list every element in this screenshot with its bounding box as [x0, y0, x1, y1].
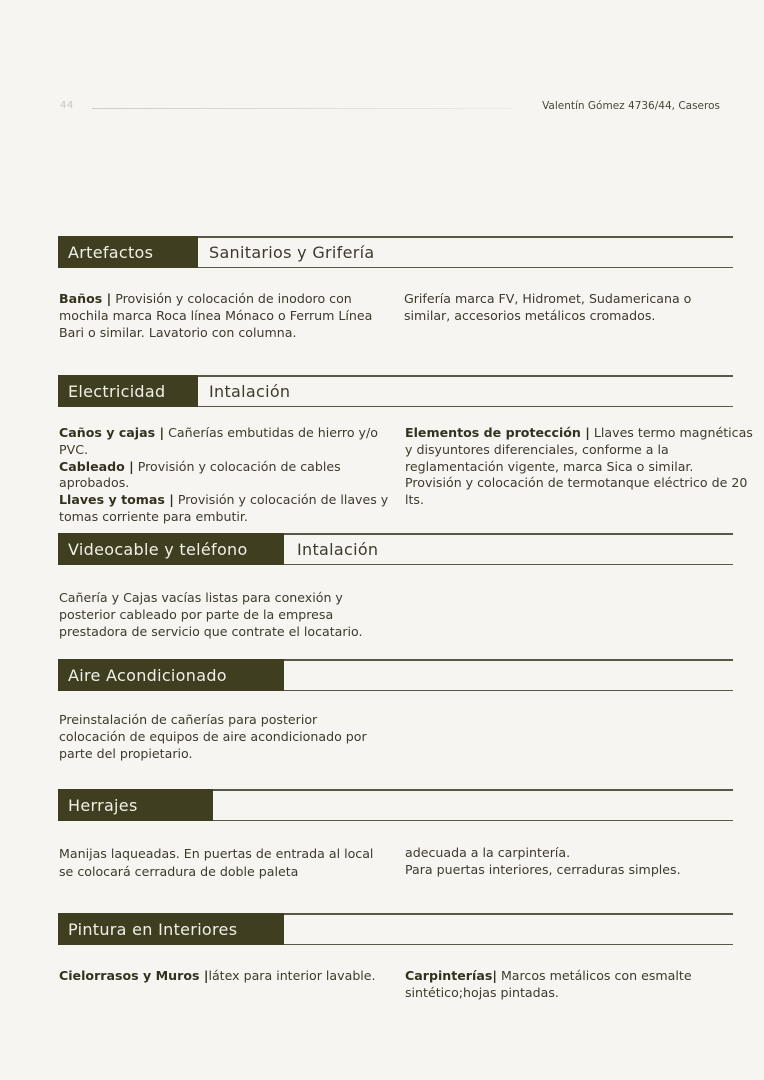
section-title: Artefactos — [58, 236, 198, 268]
carpinterias-text: Marcos metálicos con esmalte sintético;hojas pintadas. — [405, 968, 692, 1000]
banos-label: Baños | — [59, 291, 112, 306]
section-videocable-header — [58, 533, 733, 565]
section-electricidad-header — [58, 375, 733, 407]
herrajes-right-line1: adecuada a la carpintería. — [405, 845, 571, 860]
llaves-text: Provisión y colocación de llaves y tomas corriente para embutir. — [59, 492, 389, 524]
header-address: Valentín Gómez 4736/44, Caseros — [542, 100, 720, 112]
herrajes-left-body: Manijas laqueadas. En puertas de entrada al local se colocará cerradura de doble paleta — [59, 846, 374, 879]
pintura-left-text — [59, 968, 399, 985]
herrajes-right-line2: Para puertas interiores, cerraduras simples. — [405, 861, 681, 877]
section-title: Electricidad — [58, 375, 198, 407]
carpinterias-label: Carpinterías| — [405, 968, 497, 983]
section-title: Videocable y teléfono — [58, 533, 284, 565]
termotanque-text: Provisión y colocación de termotanque eléctrico de 20 lts. — [405, 475, 748, 508]
aire-body: Preinstalación de cañerías para posterior colocación de equipos de aire acondicionado por parte del propietario. — [59, 712, 367, 761]
pintura-right-text — [405, 968, 725, 1002]
section-artefactos-header — [58, 236, 733, 268]
section-subtitle: Intalación — [297, 539, 379, 559]
page-number: 44 — [60, 100, 74, 111]
section-title: Pintura en Interiores — [58, 913, 284, 945]
cielorrasos-label: Cielorrasos y Muros | — [59, 968, 209, 983]
aire-text — [59, 712, 379, 762]
header-divider — [92, 108, 512, 109]
canos-label: Caños y cajas | — [59, 425, 165, 440]
canos-text: Cañerías embutidas de hierro y/o PVC. — [59, 425, 378, 457]
griferia-text: Grifería marca FV, Hidromet, Sudamericana o similar, accesorios metálicos cromados. — [404, 291, 692, 323]
electricidad-left-text — [59, 425, 404, 526]
section-title: Herrajes — [58, 789, 213, 821]
elementos-text: Llaves termo magnéticas y disyuntores diferenciales, conforme a la reglamentación vigente, marca Sica o similar. — [405, 425, 753, 474]
cableado-label: Cableado | — [59, 458, 134, 474]
videocable-body: Cañería y Cajas vacías listas para conexión y posterior cableado por parte de la empresa prestadora de servicio que contrate el locatario. — [59, 590, 363, 639]
section-herrajes-header — [58, 789, 733, 821]
videocable-text — [59, 590, 394, 640]
cableado-text: Provisión y colocación de cables aprobados. — [59, 458, 341, 491]
section-aire-header — [58, 659, 733, 691]
artefactos-right-text — [404, 291, 724, 325]
cielorrasos-text: látex para interior lavable. — [208, 968, 376, 983]
elementos-label: Elementos de protección | — [405, 425, 590, 440]
banos-text: Provisión y colocación de inodoro con mochila marca Roca línea Mónaco o Ferrum Línea Bari o similar. Lavatorio con columna. — [59, 291, 373, 340]
section-subtitle: Intalación — [209, 381, 291, 401]
herrajes-left-text — [59, 845, 379, 881]
artefactos-left-text — [59, 291, 394, 341]
section-subtitle: Sanitarios y Grifería — [209, 242, 375, 262]
electricidad-right-text — [405, 425, 755, 509]
llaves-label: Llaves y tomas | — [59, 492, 174, 508]
section-pintura-header — [58, 913, 733, 945]
section-title: Aire Acondicionado — [58, 659, 284, 691]
herrajes-right-text — [405, 845, 725, 879]
